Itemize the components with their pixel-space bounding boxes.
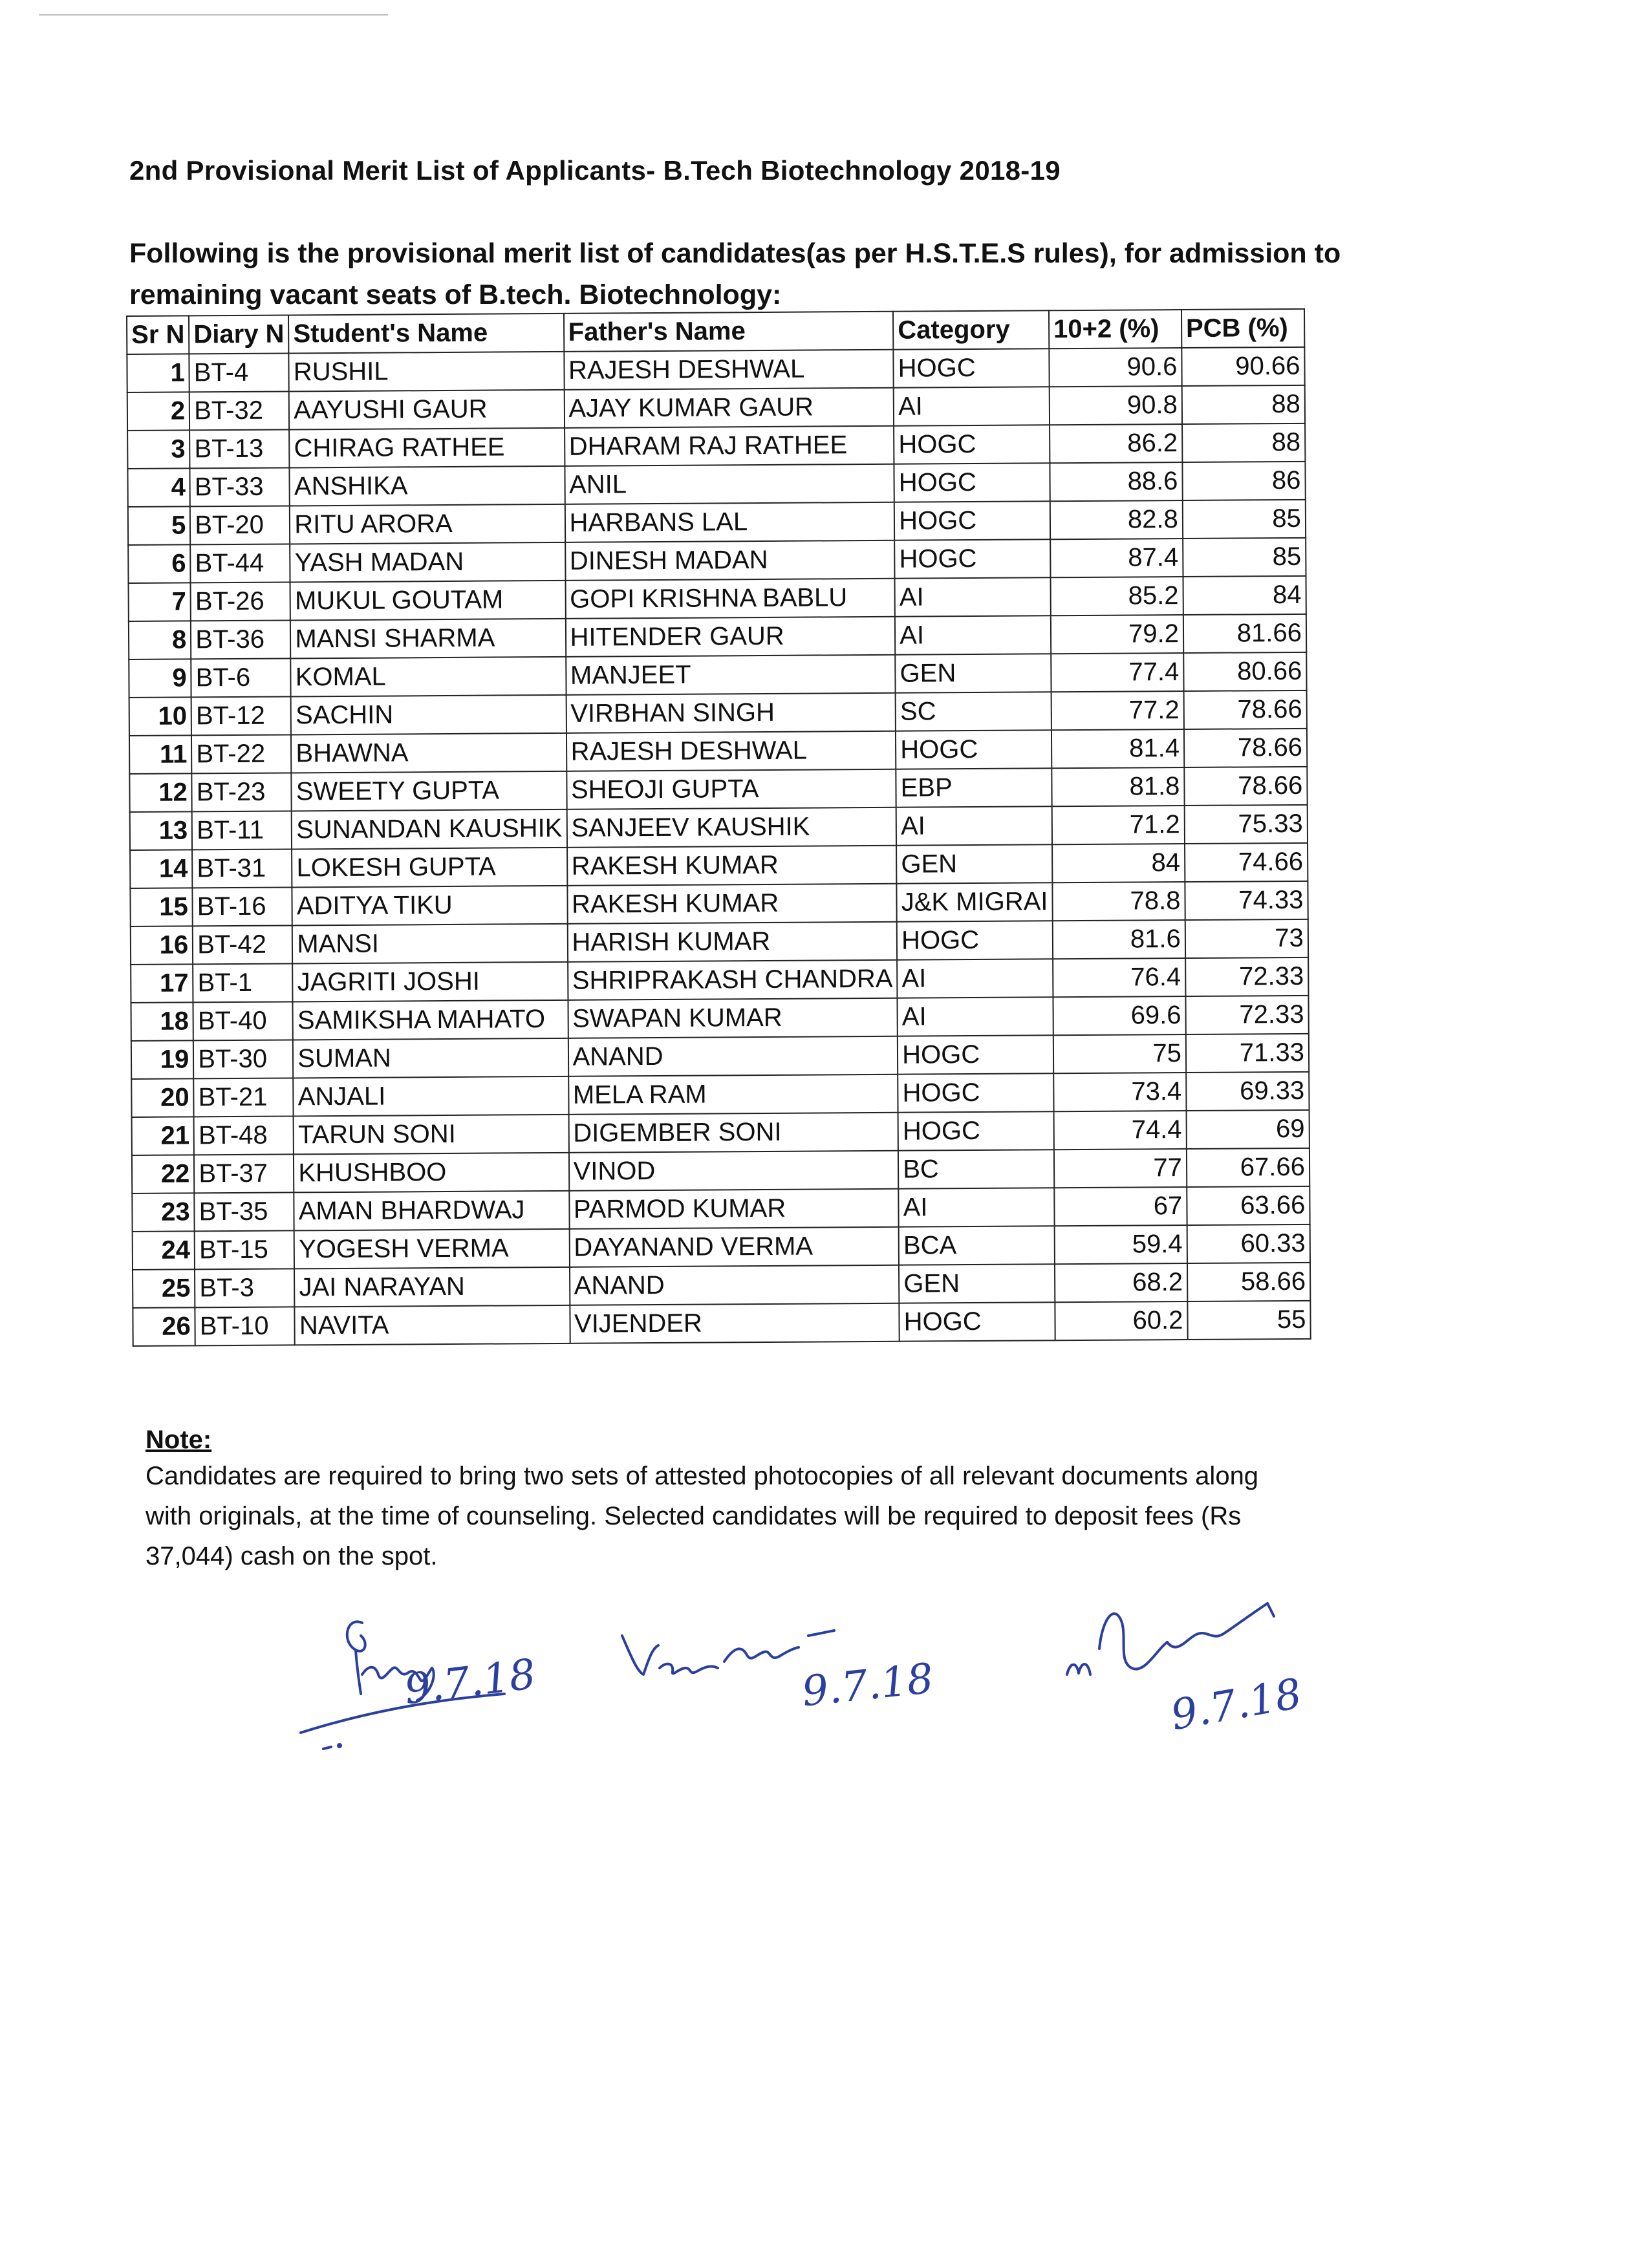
cell-sr-no: 8 bbox=[129, 621, 191, 659]
cell-father-name: HARBANS LAL bbox=[565, 502, 894, 542]
table-row bbox=[128, 538, 1306, 583]
intro-paragraph: Following is the provisional merit list of candidates(as per H.S.T.E.S rules), for admission to remaining vacant seats of B.tech. Biotechnology: bbox=[129, 238, 1341, 310]
cell-12th-percent: 77.2 bbox=[1051, 691, 1183, 730]
cell-12th-percent: 74.4 bbox=[1053, 1111, 1186, 1150]
cell-category: GEN bbox=[899, 1264, 1055, 1303]
cell-sr-no: 24 bbox=[133, 1231, 195, 1270]
cell-diary-no: BT-16 bbox=[193, 887, 292, 926]
cell-sr-no: 23 bbox=[132, 1193, 195, 1232]
cell-pcb-percent: 72.33 bbox=[1185, 957, 1308, 996]
table-row bbox=[133, 1263, 1310, 1308]
cell-father-name: RAKESH KUMAR bbox=[567, 846, 897, 886]
cell-pcb-percent: 78.66 bbox=[1183, 690, 1306, 729]
cell-12th-percent: 76.4 bbox=[1053, 958, 1185, 997]
cell-student-name: ADITYA TIKU bbox=[292, 886, 568, 926]
cell-12th-percent: 90.8 bbox=[1050, 386, 1182, 425]
cell-12th-percent: 67 bbox=[1054, 1187, 1187, 1226]
cell-sr-no: 20 bbox=[131, 1078, 194, 1117]
cell-father-name: DINESH MADAN bbox=[565, 540, 895, 581]
cell-student-name: YASH MADAN bbox=[290, 542, 565, 583]
cell-pcb-percent: 85 bbox=[1183, 500, 1306, 539]
table-row bbox=[129, 576, 1306, 621]
cell-sr-no: 18 bbox=[131, 1002, 193, 1041]
cell-pcb-percent: 63.66 bbox=[1187, 1186, 1310, 1225]
cell-category: AI bbox=[894, 387, 1050, 425]
cell-12th-percent: 90.6 bbox=[1049, 348, 1181, 387]
cell-pcb-percent: 74.66 bbox=[1185, 843, 1308, 882]
header-father-name: Father's Name bbox=[564, 312, 894, 352]
header-sr-no: Sr N bbox=[127, 316, 189, 354]
cell-pcb-percent: 88 bbox=[1182, 423, 1305, 462]
cell-12th-percent: 84 bbox=[1052, 844, 1185, 883]
cell-student-name: SACHIN bbox=[291, 695, 566, 735]
cell-12th-percent: 86.2 bbox=[1050, 424, 1182, 463]
cell-12th-percent: 81.8 bbox=[1051, 767, 1184, 806]
cell-sr-no: 4 bbox=[127, 468, 190, 507]
cell-diary-no: BT-15 bbox=[195, 1230, 294, 1269]
cell-father-name: ANAND bbox=[568, 1036, 898, 1076]
cell-student-name: ANJALI bbox=[294, 1076, 569, 1117]
cell-category: J&K MIGRAI bbox=[897, 883, 1053, 921]
cell-sr-no: 17 bbox=[131, 964, 193, 1003]
cell-diary-no: BT-40 bbox=[193, 1001, 293, 1040]
cell-pcb-percent: 74.33 bbox=[1185, 881, 1308, 920]
table-row bbox=[131, 957, 1308, 1003]
cell-father-name: HITENDER GAUR bbox=[565, 617, 895, 657]
cell-sr-no: 16 bbox=[131, 926, 193, 965]
cell-category: AI bbox=[898, 997, 1053, 1036]
cell-pcb-percent: 75.33 bbox=[1185, 805, 1308, 844]
cell-sr-no: 21 bbox=[132, 1117, 195, 1155]
cell-diary-no: BT-31 bbox=[192, 849, 292, 888]
note-label: Note: bbox=[146, 1426, 212, 1454]
cell-student-name: AAYUSHI GAUR bbox=[289, 390, 565, 430]
cell-father-name: RAJESH DESHWAL bbox=[564, 350, 894, 390]
cell-sr-no: 10 bbox=[129, 697, 192, 736]
cell-category: HOGC bbox=[894, 501, 1050, 540]
cell-category: AI bbox=[896, 806, 1052, 845]
cell-diary-no: BT-35 bbox=[195, 1192, 294, 1231]
cell-pcb-percent: 72.33 bbox=[1185, 996, 1308, 1034]
cell-sr-no: 15 bbox=[130, 888, 193, 926]
table-row bbox=[130, 843, 1308, 888]
table-row bbox=[129, 767, 1307, 812]
cell-father-name: AJAY KUMAR GAUR bbox=[564, 388, 894, 428]
cell-student-name: KHUSHBOO bbox=[294, 1153, 569, 1193]
cell-pcb-percent: 86 bbox=[1182, 462, 1305, 500]
cell-pcb-percent: 90.66 bbox=[1181, 347, 1304, 386]
cell-diary-no: BT-3 bbox=[195, 1268, 294, 1307]
cell-sr-no: 25 bbox=[133, 1269, 195, 1308]
cell-pcb-percent: 69 bbox=[1186, 1110, 1309, 1149]
cell-diary-no: BT-11 bbox=[192, 811, 292, 850]
cell-category: GEN bbox=[895, 654, 1051, 692]
cell-student-name: JAGRITI JOSHI bbox=[292, 962, 568, 1002]
cell-sr-no: 26 bbox=[133, 1307, 195, 1346]
signature-2-date: 9.7.18 bbox=[799, 1654, 936, 1717]
cell-category: AI bbox=[897, 959, 1053, 998]
cell-pcb-percent: 81.66 bbox=[1183, 614, 1306, 653]
table-row bbox=[130, 805, 1308, 850]
cell-sr-no: 5 bbox=[128, 506, 191, 545]
cell-sr-no: 3 bbox=[127, 430, 190, 469]
header-12th-percent: 10+2 (%) bbox=[1049, 310, 1181, 348]
cell-sr-no: 22 bbox=[132, 1155, 195, 1193]
cell-pcb-percent: 78.66 bbox=[1184, 729, 1307, 767]
cell-category: AI bbox=[895, 577, 1051, 616]
cell-category: SC bbox=[896, 692, 1051, 731]
cell-student-name: LOKESH GUPTA bbox=[292, 848, 567, 888]
cell-category: GEN bbox=[896, 844, 1052, 883]
table-row bbox=[133, 1225, 1310, 1270]
cell-student-name: SWEETY GUPTA bbox=[292, 771, 567, 811]
cell-diary-no: BT-21 bbox=[193, 1078, 293, 1117]
cell-father-name: HARISH KUMAR bbox=[567, 922, 897, 962]
cell-12th-percent: 81.4 bbox=[1051, 729, 1184, 768]
table-row bbox=[129, 614, 1306, 659]
table-row bbox=[127, 347, 1304, 392]
cell-category: AI bbox=[895, 615, 1051, 654]
cell-student-name: YOGESH VERMA bbox=[294, 1229, 570, 1269]
cell-father-name: RAJESH DESHWAL bbox=[566, 731, 896, 771]
cell-father-name: VIJENDER bbox=[570, 1303, 900, 1343]
cell-student-name: BHAWNA bbox=[291, 733, 566, 773]
cell-father-name: SWAPAN KUMAR bbox=[568, 998, 898, 1038]
cell-father-name: VINOD bbox=[568, 1151, 898, 1191]
cell-12th-percent: 77 bbox=[1054, 1149, 1187, 1188]
cell-father-name: ANIL bbox=[565, 464, 894, 504]
table-row bbox=[132, 1110, 1310, 1155]
cell-sr-no: 9 bbox=[129, 659, 191, 698]
cell-sr-no: 7 bbox=[129, 583, 191, 621]
table-row bbox=[131, 1034, 1309, 1079]
cell-diary-no: BT-37 bbox=[194, 1154, 294, 1193]
cell-category: HOGC bbox=[898, 1035, 1053, 1074]
header-category: Category bbox=[893, 310, 1049, 349]
cell-student-name: ANSHIKA bbox=[290, 466, 565, 506]
table-row bbox=[129, 652, 1306, 698]
top-edge-rule bbox=[39, 14, 388, 16]
cell-sr-no: 14 bbox=[130, 850, 193, 888]
cell-sr-no: 12 bbox=[129, 773, 192, 812]
cell-category: HOGC bbox=[898, 1111, 1054, 1150]
cell-pcb-percent: 69.33 bbox=[1186, 1072, 1309, 1111]
cell-father-name: ANAND bbox=[570, 1265, 900, 1305]
cell-12th-percent: 60.2 bbox=[1055, 1301, 1187, 1340]
table-header-row bbox=[127, 309, 1304, 354]
cell-student-name: SUNANDAN KAUSHIK bbox=[292, 809, 567, 850]
cell-student-name: TARUN SONI bbox=[294, 1115, 569, 1155]
cell-father-name: SHEOJI GUPTA bbox=[566, 769, 896, 809]
cell-category: HOGC bbox=[900, 1302, 1055, 1341]
cell-diary-no: BT-48 bbox=[194, 1116, 294, 1155]
merit-list-table bbox=[126, 308, 1311, 1347]
cell-sr-no: 6 bbox=[128, 544, 191, 583]
cell-diary-no: BT-20 bbox=[190, 506, 290, 544]
cell-diary-no: BT-22 bbox=[191, 734, 291, 773]
cell-category: HOGC bbox=[894, 425, 1050, 464]
cell-father-name: PARMOD KUMAR bbox=[569, 1189, 899, 1229]
signature-1-date: 9.7.18 bbox=[402, 1650, 539, 1715]
cell-father-name: VIRBHAN SINGH bbox=[566, 693, 896, 733]
cell-diary-no: BT-30 bbox=[193, 1040, 293, 1078]
cell-student-name: RITU ARORA bbox=[290, 504, 565, 544]
cell-pcb-percent: 71.33 bbox=[1186, 1034, 1309, 1073]
cell-category: AI bbox=[898, 1188, 1054, 1226]
cell-12th-percent: 77.4 bbox=[1051, 653, 1183, 692]
cell-12th-percent: 59.4 bbox=[1055, 1225, 1187, 1264]
cell-category: EBP bbox=[896, 768, 1051, 807]
cell-student-name: RUSHIL bbox=[289, 352, 565, 392]
cell-category: HOGC bbox=[896, 730, 1051, 769]
cell-12th-percent: 73.4 bbox=[1053, 1073, 1186, 1111]
table-row bbox=[127, 385, 1305, 431]
cell-12th-percent: 85.2 bbox=[1050, 577, 1183, 615]
document-title: 2nd Provisional Merit List of Applicants- B.Tech Biotechnology 2018-19 bbox=[129, 155, 1061, 186]
table-row bbox=[130, 881, 1308, 926]
cell-father-name: SANJEEV KAUSHIK bbox=[566, 808, 896, 848]
signature-3-date: 9.7.18 bbox=[1167, 1669, 1306, 1740]
cell-father-name: DAYANAND VERMA bbox=[569, 1227, 899, 1267]
table-row bbox=[132, 1186, 1310, 1232]
cell-diary-no: BT-13 bbox=[189, 429, 289, 468]
cell-12th-percent: 79.2 bbox=[1051, 615, 1183, 654]
cell-student-name: SAMIKSHA MAHATO bbox=[293, 1000, 568, 1040]
cell-father-name: RAKESH KUMAR bbox=[567, 884, 897, 924]
cell-diary-no: BT-23 bbox=[192, 773, 292, 811]
cell-father-name: DIGEMBER SONI bbox=[568, 1113, 898, 1153]
table-row bbox=[127, 462, 1305, 507]
cell-student-name: MANSI bbox=[292, 924, 568, 964]
cell-sr-no: 13 bbox=[130, 811, 193, 850]
table-row bbox=[133, 1301, 1310, 1346]
table-row bbox=[131, 1072, 1309, 1117]
header-pcb-percent: PCB (%) bbox=[1181, 309, 1304, 348]
cell-father-name: GOPI KRISHNA BABLU bbox=[565, 579, 895, 619]
table-row bbox=[131, 919, 1308, 965]
cell-diary-no: BT-42 bbox=[193, 925, 292, 964]
cell-12th-percent: 69.6 bbox=[1053, 996, 1185, 1035]
table-row bbox=[128, 500, 1306, 545]
cell-category: HOGC bbox=[894, 463, 1050, 502]
table-row bbox=[131, 996, 1308, 1041]
cell-category: HOGC bbox=[894, 348, 1050, 387]
cell-student-name: MUKUL GOUTAM bbox=[290, 581, 566, 621]
cell-category: BCA bbox=[899, 1226, 1055, 1265]
cell-father-name: MELA RAM bbox=[568, 1075, 898, 1115]
cell-12th-percent: 81.6 bbox=[1053, 920, 1185, 959]
cell-pcb-percent: 78.66 bbox=[1184, 767, 1307, 806]
note-text: Candidates are required to bring two sets of attested photocopies of all relevant documents along with originals, at the time of counseling. Selected candidates will be required to deposit fees (Rs 37,044) cash on the spot. bbox=[146, 1462, 1259, 1570]
cell-pcb-percent: 55 bbox=[1187, 1301, 1310, 1340]
cell-student-name: MANSI SHARMA bbox=[290, 619, 566, 659]
cell-12th-percent: 68.2 bbox=[1055, 1263, 1187, 1302]
table-row bbox=[127, 423, 1305, 469]
cell-diary-no: BT-33 bbox=[190, 467, 290, 506]
cell-student-name: CHIRAG RATHEE bbox=[289, 428, 565, 468]
cell-diary-no: BT-36 bbox=[191, 620, 290, 659]
cell-sr-no: 19 bbox=[131, 1040, 194, 1079]
cell-father-name: SHRIPRAKASH CHANDRA bbox=[568, 960, 898, 1000]
cell-student-name: SUMAN bbox=[293, 1038, 568, 1078]
cell-student-name: NAVITA bbox=[295, 1305, 570, 1345]
cell-pcb-percent: 80.66 bbox=[1183, 652, 1306, 691]
cell-category: HOGC bbox=[894, 539, 1050, 578]
cell-sr-no: 2 bbox=[127, 392, 190, 431]
cell-category: HOGC bbox=[898, 1073, 1053, 1112]
cell-category: BC bbox=[898, 1150, 1054, 1188]
cell-student-name: KOMAL bbox=[291, 657, 566, 697]
cell-12th-percent: 82.8 bbox=[1050, 500, 1183, 539]
header-diary-no: Diary N bbox=[189, 315, 288, 354]
cell-pcb-percent: 84 bbox=[1183, 576, 1306, 615]
cell-diary-no: BT-12 bbox=[191, 696, 291, 735]
cell-sr-no: 1 bbox=[127, 354, 189, 392]
cell-12th-percent: 78.8 bbox=[1052, 882, 1185, 921]
cell-diary-no: BT-26 bbox=[191, 582, 290, 621]
cell-pcb-percent: 67.66 bbox=[1187, 1148, 1310, 1187]
cell-pcb-percent: 85 bbox=[1183, 538, 1306, 577]
cell-12th-percent: 88.6 bbox=[1050, 462, 1182, 501]
cell-diary-no: BT-44 bbox=[190, 544, 290, 583]
cell-sr-no: 11 bbox=[129, 735, 192, 774]
table-body bbox=[127, 347, 1310, 1346]
cell-category: HOGC bbox=[897, 921, 1053, 959]
header-student-name: Student's Name bbox=[288, 314, 564, 354]
cell-diary-no: BT-32 bbox=[189, 391, 289, 430]
cell-pcb-percent: 88 bbox=[1182, 385, 1305, 424]
cell-student-name: AMAN BHARDWAJ bbox=[294, 1191, 570, 1231]
table-row bbox=[129, 729, 1307, 774]
cell-pcb-percent: 73 bbox=[1185, 919, 1308, 958]
cell-12th-percent: 71.2 bbox=[1052, 806, 1185, 844]
cell-student-name: JAI NARAYAN bbox=[294, 1267, 570, 1307]
cell-diary-no: BT-6 bbox=[191, 658, 290, 697]
cell-father-name: DHARAM RAJ RATHEE bbox=[565, 426, 894, 466]
cell-diary-no: BT-10 bbox=[195, 1307, 295, 1345]
cell-pcb-percent: 58.66 bbox=[1187, 1263, 1310, 1301]
cell-diary-no: BT-4 bbox=[189, 353, 289, 392]
cell-12th-percent: 87.4 bbox=[1050, 539, 1183, 577]
cell-father-name: MANJEET bbox=[566, 655, 896, 695]
cell-12th-percent: 75 bbox=[1053, 1034, 1186, 1073]
cell-pcb-percent: 60.33 bbox=[1187, 1225, 1310, 1263]
table-row bbox=[132, 1148, 1310, 1193]
table-row bbox=[129, 690, 1307, 736]
cell-diary-no: BT-1 bbox=[193, 963, 292, 1002]
